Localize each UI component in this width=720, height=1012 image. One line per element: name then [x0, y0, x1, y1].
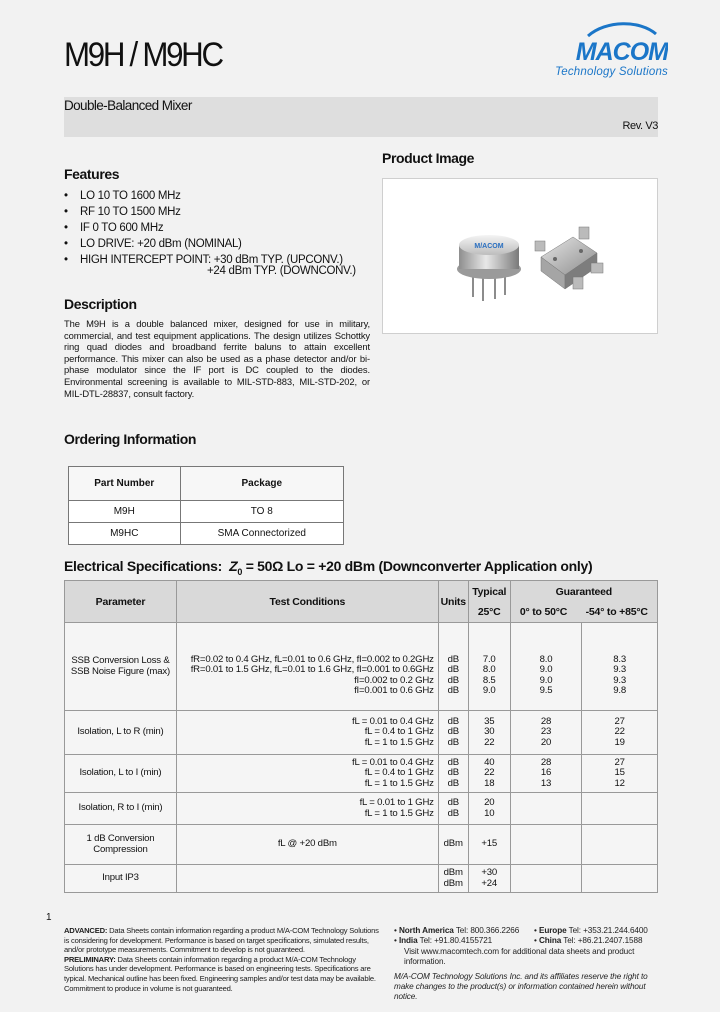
typical-cell	[468, 825, 510, 865]
contact-region: Europe	[538, 926, 567, 935]
spec-title-prefix: Electrical Specifications:	[64, 558, 222, 574]
unit-line: dB	[447, 797, 459, 809]
units-cell	[438, 755, 468, 793]
parameter-line: Isolation, L to R (min)	[77, 726, 164, 738]
condition-line: fL @ +20 dBm	[277, 838, 337, 850]
electrical-spec-table	[64, 580, 658, 893]
table-row	[65, 793, 658, 825]
product-image	[382, 178, 658, 334]
value-line: 22	[614, 726, 625, 738]
table-row	[69, 523, 344, 545]
column-header: Package	[180, 467, 343, 501]
macom-logo-icon	[528, 22, 668, 66]
condition-line: fL = 0.4 to 1 GHz	[364, 726, 434, 738]
typical-cell	[468, 793, 510, 825]
value-line: +15	[481, 838, 498, 850]
ordering-table	[68, 466, 344, 545]
value-line: 9.5	[539, 684, 553, 696]
parameter-line: Isolation, L to I (min)	[79, 767, 162, 779]
typical-cell	[468, 711, 510, 755]
unit-line: dB	[447, 653, 459, 665]
value-line: 20	[540, 736, 552, 748]
parameter-line: SSB Noise Figure (max)	[70, 665, 170, 677]
condition-line: fR=0.01 to 1.5 GHz, fL=0.01 to 1.6 GHz, fI=0.001 to 0.6GHz	[190, 664, 434, 676]
description-heading: Description	[64, 296, 137, 312]
conditions-cell	[176, 623, 438, 711]
contact-region: North America	[398, 926, 454, 935]
condition-line: fL = 0.4 to 1 GHz	[364, 767, 434, 779]
value-line: 40	[484, 756, 495, 768]
table-row	[65, 755, 658, 793]
advanced-text: Data Sheets contain information regarding a product M/A-COM Technology Solutions is considering for development. Performance is based on target specifications, simulated results, and/or prototype measurements. Commitment to develop is not guaranteed.	[64, 926, 379, 955]
value-line: 16	[540, 767, 552, 779]
guaranteed-2-cell	[582, 865, 658, 893]
value-line: 27	[614, 756, 625, 768]
unit-line: dB	[447, 736, 459, 748]
unit-line: dB	[447, 726, 459, 738]
document-title: M9H / M9HC	[64, 36, 222, 74]
value-line: 28	[540, 715, 552, 727]
unit-line: dB	[447, 756, 459, 768]
typical-cell	[468, 755, 510, 793]
guaranteed-1-cell	[510, 623, 582, 711]
parameter-line: SSB Conversion Loss &	[71, 655, 170, 667]
page-number: 1	[46, 912, 52, 923]
value-line: 9.3	[613, 674, 627, 686]
unit-line: dB	[447, 767, 459, 779]
product-image-heading: Product Image	[382, 150, 475, 166]
parameter-cell	[65, 793, 177, 825]
parameter-cell	[65, 623, 177, 711]
units-cell	[438, 865, 468, 893]
unit-line: dBm	[443, 838, 463, 850]
value-line: 9.0	[539, 674, 553, 686]
value-line: 8.5	[482, 674, 496, 686]
column-header	[468, 581, 510, 623]
value-line: 8.3	[613, 653, 627, 665]
condition-line: fL = 0.01 to 0.4 GHz	[351, 715, 434, 727]
mixer-product-icon	[383, 179, 659, 335]
macom-logo	[528, 22, 668, 84]
feature-item: • RF 10 TO 1500 MHz	[64, 204, 343, 220]
condition-line: fI=0.002 to 0.2 GHz	[354, 674, 434, 686]
value-line: +24	[481, 877, 498, 889]
footer-notes	[64, 926, 384, 993]
table-row	[65, 825, 658, 865]
contact-phone: Tel: +86.21.2407.1588	[563, 936, 643, 946]
units-cell	[438, 825, 468, 865]
advanced-label: ADVANCED:	[64, 926, 108, 935]
value-line: 35	[484, 715, 495, 727]
value-line: 9.3	[613, 664, 627, 676]
condition-line: fL = 1 to 1.5 GHz	[364, 736, 434, 748]
units-cell	[438, 793, 468, 825]
guaranteed-temp-2: -54° to +85°C	[585, 605, 648, 618]
value-line: 27	[614, 715, 625, 727]
parameter-line: Isolation, R to I (min)	[78, 802, 163, 814]
table-row	[65, 711, 658, 755]
column-header: Test Conditions	[176, 581, 438, 623]
value-line: 22	[484, 736, 495, 748]
condition-line: fL = 0.01 to 1 GHz	[359, 797, 434, 809]
table-row	[65, 623, 658, 711]
parameter-line: Input IP3	[102, 872, 139, 884]
table-cell: TO 8	[180, 501, 343, 523]
table-cell: M9HC	[69, 523, 181, 545]
spec-title-suffix: Lo = +20 dBm (Downconverter Application only)	[286, 558, 593, 574]
contact-region: China	[538, 936, 562, 946]
unit-line: dB	[447, 777, 459, 789]
typical-temp-header: 25°C	[477, 605, 501, 618]
table-cell: SMA Connectorized	[180, 523, 343, 545]
parameter-cell	[65, 825, 177, 865]
footer-contacts	[394, 926, 664, 1003]
guaranteed-2-cell	[582, 623, 658, 711]
conditions-cell	[176, 711, 438, 755]
conditions-cell	[176, 793, 438, 825]
z-symbol: Z	[229, 558, 238, 574]
electrical-spec-title	[64, 558, 592, 577]
feature-item: • LO 10 TO 1600 MHz	[64, 188, 343, 204]
guaranteed-2-cell	[582, 825, 658, 865]
feature-item: • HIGH INTERCEPT POINT: +30 dBm TYP. (UPCONV.)	[64, 252, 343, 268]
column-header: Part Number	[69, 467, 181, 501]
condition-line: fL = 1 to 1.5 GHz	[364, 777, 434, 789]
contact-row: • India Tel: +91.80.4155721 • China Tel: +86.21.2407.1588	[394, 936, 643, 946]
preliminary-note	[64, 955, 384, 993]
value-line: +30	[481, 867, 498, 879]
unit-line: dB	[447, 807, 459, 819]
features-list	[64, 188, 343, 268]
value-line: 9.0	[539, 664, 553, 676]
value-line: 9.0	[482, 684, 496, 696]
column-header	[510, 581, 657, 623]
unit-line: dB	[447, 684, 459, 696]
advanced-note	[64, 926, 384, 955]
column-header: Parameter	[65, 581, 177, 623]
value-line: 19	[614, 736, 625, 748]
feature-item: • LO DRIVE: +20 dBm (NOMINAL)	[64, 236, 343, 252]
condition-line: fR=0.02 to 0.4 GHz, fL=0.01 to 0.6 GHz, fI=0.002 to 0.2GHz	[190, 653, 434, 665]
disclaimer: M/A-COM Technology Solutions Inc. and its affiliates reserve the right to make changes to the product(s) or information contained herein without notice.	[394, 971, 648, 1002]
feature-continuation: +24 dBm TYP. (DOWNCONV.)	[207, 265, 356, 277]
table-row	[65, 865, 658, 893]
guaranteed-2-cell	[582, 755, 658, 793]
contact-row: • North America Tel: 800.366.2266 • Europe Tel: +353.21.244.6400	[394, 926, 648, 935]
revision-label: Rev. V3	[622, 120, 658, 132]
value-line: 23	[540, 726, 552, 738]
value-line: 7.0	[482, 653, 496, 665]
value-line: 8.0	[539, 653, 553, 665]
guaranteed-header: Guaranteed	[555, 585, 613, 598]
unit-line: dBm	[443, 877, 463, 889]
value-line: 13	[540, 777, 552, 789]
table-header-row	[69, 467, 344, 501]
condition-line: fL = 1 to 1.5 GHz	[364, 807, 434, 819]
value-line: 10	[484, 807, 495, 819]
conditions-cell	[176, 825, 438, 865]
contact-region: India	[398, 936, 418, 946]
column-header: Units	[438, 581, 468, 623]
table-header-row	[65, 581, 658, 623]
visit-link[interactable]: Visit www.macomtech.com for additional data sheets and product information.	[404, 946, 635, 967]
guaranteed-1-cell	[510, 755, 582, 793]
parameter-cell	[65, 711, 177, 755]
guaranteed-1-cell	[510, 793, 582, 825]
guaranteed-2-cell	[582, 793, 658, 825]
value-line: 22	[484, 767, 495, 779]
guaranteed-1-cell	[510, 865, 582, 893]
feature-item: • IF 0 TO 600 MHz	[64, 220, 343, 236]
conditions-cell	[176, 865, 438, 893]
value-line: 8.0	[482, 664, 496, 676]
condition-line: fI=0.001 to 0.6 GHz	[354, 684, 434, 696]
unit-line: dB	[447, 674, 459, 686]
svg-text:M/ACOM: M/ACOM	[474, 243, 504, 250]
value-line: 28	[540, 756, 552, 768]
ordering-heading: Ordering Information	[64, 431, 197, 447]
parameter-line: 1 dB Conversion	[86, 833, 155, 845]
unit-line: dB	[447, 664, 459, 676]
parameter-line: Compression	[93, 843, 148, 855]
contact-phone: Tel: +91.80.4155721	[419, 936, 493, 946]
condition-line: fL = 0.01 to 0.4 GHz	[351, 756, 434, 768]
unit-line: dBm	[443, 867, 463, 879]
value-line: 12	[614, 777, 625, 789]
preliminary-text: Data Sheets contain information regarding a product M/A-COM Technology Solutions has under development. Performance is based on engineering tests. Specifications are typical. Mechanical outline has been fixed. Engineering samples and/or test data may be available. Commitment to produce in volume is not guaranteed.	[64, 954, 376, 993]
parameter-cell	[65, 755, 177, 793]
table-cell: M9H	[69, 501, 181, 523]
typical-cell	[468, 865, 510, 893]
z-subscript: 0	[237, 566, 243, 577]
units-cell	[438, 711, 468, 755]
preliminary-label: PRELIMINARY:	[64, 954, 116, 964]
z-value: = 50Ω	[245, 558, 284, 574]
guaranteed-2-cell	[582, 711, 658, 755]
guaranteed-1-cell	[510, 825, 582, 865]
guaranteed-1-cell	[510, 711, 582, 755]
parameter-cell	[65, 865, 177, 893]
value-line: 9.8	[613, 684, 627, 696]
value-line: 20	[484, 797, 495, 809]
description-text: The M9H is a double balanced mixer, designed for use in military, commercial, and test equipment applications. The design utilizes Schottky ring quad diodes and broadband ferrite baluns to attain excellent performance. This mixer can also be used as a phase detector and/or bi-phase modulator since the IF port is DC coupled to the diodes. Environmental screening is available to MIL-STD-883, MIL-STD-202, or MIL-DTL-28837, consult factory.	[64, 318, 370, 399]
logo-wordmark: MACOM	[575, 38, 668, 66]
unit-line: dB	[447, 715, 459, 727]
value-line: 30	[484, 726, 495, 738]
units-cell	[438, 623, 468, 711]
table-row	[69, 501, 344, 523]
contact-phone: Tel: +353.21.244.6400	[568, 926, 648, 935]
features-heading: Features	[64, 166, 120, 182]
document-subtitle: Double-Balanced Mixer	[64, 98, 192, 113]
logo-tagline: Technology Solutions	[555, 66, 668, 78]
value-line: 18	[484, 777, 495, 789]
contact-phone: Tel: 800.366.2266	[455, 926, 520, 935]
value-line: 15	[614, 767, 625, 779]
guaranteed-temp-1: 0° to 50°C	[519, 605, 568, 618]
typical-header: Typical	[472, 585, 507, 598]
conditions-cell	[176, 755, 438, 793]
typical-cell	[468, 623, 510, 711]
